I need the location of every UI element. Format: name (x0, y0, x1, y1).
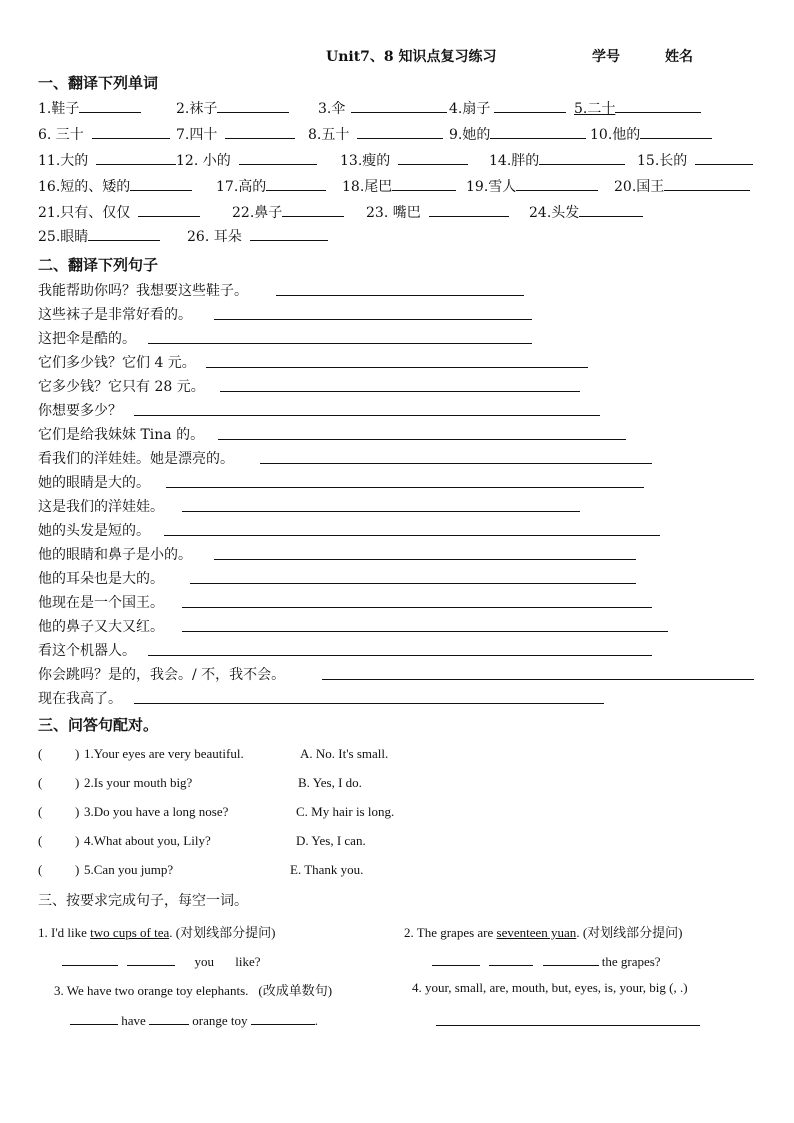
answer-blank[interactable] (62, 951, 118, 966)
worksheet-title: Unit7、8 知识点复习练习 (326, 49, 497, 65)
answer-blank[interactable] (398, 150, 468, 165)
exercise-3: 3. We have two orange toy elephants. (改成单数句) (54, 983, 333, 998)
word-item: 1.鞋子 (38, 98, 141, 118)
answer-paren-open[interactable]: ( (38, 746, 43, 761)
answer-blank[interactable] (615, 98, 701, 113)
sentence-item: 这是我们的洋娃娃。 (38, 499, 164, 515)
match-question: 4.What about you, Lily? (84, 833, 211, 848)
word-item: 18.尾巴 (342, 176, 456, 196)
word-item: 22.鼻子 (232, 202, 344, 222)
word-item: 16.短的、矮的 (38, 176, 192, 196)
word-item: 7.四十 (176, 124, 295, 144)
sentence-item: 它们多少钱？它们 4 元。 (38, 355, 196, 371)
answer-blank[interactable] (664, 176, 750, 191)
answer-blank[interactable] (432, 951, 480, 966)
word-item: 20.国王 (614, 176, 750, 196)
match-answer: A. No. It's small. (300, 746, 389, 761)
word-item: 11.大的 (38, 150, 176, 170)
sentence-item: 它们是给我妹妹 Tina 的。 (38, 427, 205, 443)
word-item: 2.袜子 (176, 98, 289, 118)
match-question: 3.Do you have a long nose? (84, 804, 229, 819)
answer-blank[interactable] (239, 150, 317, 165)
answer-paren-close[interactable]: ) (75, 775, 80, 790)
answer-line[interactable] (166, 487, 644, 488)
answer-line[interactable] (322, 679, 754, 680)
answer-blank[interactable] (70, 1010, 118, 1025)
word-item: 21.只有、仅仅 (38, 202, 200, 222)
answer-line[interactable] (134, 703, 604, 704)
sentence-item: 他的眼睛和鼻子是小的。 (38, 547, 192, 563)
answer-paren-close[interactable]: ) (75, 833, 80, 848)
answer-blank[interactable] (217, 98, 289, 113)
word-item: 5.二十 (574, 98, 701, 118)
word-item: 25.眼睛 (38, 226, 160, 246)
answer-blank[interactable] (138, 202, 200, 217)
answer-paren-open[interactable]: ( (38, 804, 43, 819)
match-answer: D. Yes, I can. (296, 833, 366, 848)
sentence-item: 你会跳吗？是的，我会。/ 不，我不会。 (38, 667, 286, 683)
match-answer: C. My hair is long. (296, 804, 395, 819)
exercise-2: 2. The grapes are seventeen yuan. (对划线部分提问) (404, 925, 683, 940)
answer-blank[interactable] (79, 98, 141, 113)
answer-line[interactable] (134, 415, 600, 416)
answer-blank[interactable] (539, 150, 625, 165)
sentence-item: 这些袜子是非常好看的。 (38, 307, 192, 323)
section3-heading: 三、问答句配对。 (38, 716, 159, 734)
sentence-item: 我能帮助你吗？我想要这些鞋子。 (38, 283, 248, 299)
answer-paren-close[interactable]: ) (75, 862, 80, 877)
answer-blank[interactable] (282, 202, 344, 217)
word-item: 8.五十 (308, 124, 443, 144)
word-item: 9.她的 (449, 124, 586, 144)
answer-blank[interactable] (392, 176, 456, 191)
answer-line[interactable] (214, 559, 636, 560)
student-number-label: 学号 (592, 49, 620, 65)
answer-blank[interactable] (543, 951, 599, 966)
sentence-item: 你想要多少？ (38, 403, 122, 419)
word-item: 6. 三十 (38, 124, 170, 144)
sentence-item: 她的头发是短的。 (38, 523, 150, 539)
match-question: 2.Is your mouth big? (84, 775, 193, 790)
match-answer: E. Thank you. (290, 862, 364, 877)
word-item: 13.瘦的 (340, 150, 468, 170)
word-item: 26. 耳朵 (187, 226, 328, 246)
exercise-2-answer: the grapes? (432, 951, 661, 970)
exercise-4: 4. your, small, are, mouth, but, eyes, is, your, big (, .) (412, 980, 688, 995)
answer-line[interactable] (182, 631, 668, 632)
answer-blank[interactable] (357, 124, 443, 139)
answer-line[interactable] (206, 367, 588, 368)
answer-blank[interactable] (351, 98, 447, 113)
word-item: 23. 嘴巴 (366, 202, 509, 222)
sentence-item: 现在我高了。 (38, 691, 122, 707)
answer-paren-close[interactable]: ) (75, 804, 80, 819)
answer-line[interactable] (182, 607, 652, 608)
answer-line[interactable] (436, 1025, 700, 1026)
sentence-item: 看这个机器人。 (38, 643, 136, 659)
sentence-item: 它多少钱？它只有 28 元。 (38, 379, 205, 395)
answer-paren-open[interactable]: ( (38, 775, 43, 790)
answer-blank[interactable] (579, 202, 643, 217)
section4-heading: 三、按要求完成句子，每空一词。 (38, 893, 248, 909)
answer-line[interactable] (182, 511, 580, 512)
answer-line[interactable] (276, 295, 524, 296)
answer-blank[interactable] (494, 98, 566, 113)
answer-blank[interactable] (225, 124, 295, 139)
sentence-item: 看我们的洋娃娃。她是漂亮的。 (38, 451, 234, 467)
answer-line[interactable] (260, 463, 652, 464)
answer-paren-open[interactable]: ( (38, 862, 43, 877)
exercise-3-answer: have orange toy . (70, 1010, 318, 1029)
section2-heading: 二、翻译下列句子 (38, 256, 159, 274)
answer-blank[interactable] (130, 176, 192, 191)
answer-blank[interactable] (127, 951, 175, 966)
answer-line[interactable] (148, 343, 532, 344)
match-question: 5.Can you jump? (84, 862, 174, 877)
word-item: 24.头发 (529, 202, 643, 222)
sentence-item: 她的眼睛是大的。 (38, 475, 150, 491)
exercise-1: 1. I'd like two cups of tea. (对划线部分提问) (38, 925, 276, 940)
match-answer: B. Yes, I do. (298, 775, 362, 790)
answer-paren-open[interactable]: ( (38, 833, 43, 848)
word-item: 17.高的 (216, 176, 326, 196)
word-item: 4.扇子 (449, 98, 566, 118)
section1-heading: 一、翻译下列单词 (38, 74, 159, 92)
answer-line[interactable] (214, 319, 532, 320)
exercise-1-answer: you like? (62, 951, 261, 970)
sentence-item: 他的鼻子又大又红。 (38, 619, 164, 635)
sentence-item: 他现在是一个国王。 (38, 595, 164, 611)
answer-blank[interactable] (92, 124, 170, 139)
answer-blank[interactable] (88, 226, 160, 241)
answer-blank[interactable] (266, 176, 326, 191)
word-item: 19.雪人 (466, 176, 598, 196)
word-item: 10.他的 (590, 124, 712, 144)
answer-blank[interactable] (516, 176, 598, 191)
sentence-item: 这把伞是酷的。 (38, 331, 136, 347)
answer-line[interactable] (220, 391, 580, 392)
answer-paren-close[interactable]: ) (75, 746, 80, 761)
answer-blank[interactable] (250, 226, 328, 241)
word-item: 3.伞 (318, 98, 447, 118)
answer-blank[interactable] (490, 124, 586, 139)
answer-line[interactable] (218, 439, 626, 440)
answer-blank[interactable] (695, 150, 753, 165)
word-item: 12. 小的 (176, 150, 317, 170)
answer-blank[interactable] (149, 1010, 189, 1025)
answer-line[interactable] (190, 583, 636, 584)
sentence-item: 他的耳朵也是大的。 (38, 571, 164, 587)
answer-blank[interactable] (640, 124, 712, 139)
answer-blank[interactable] (251, 1010, 315, 1025)
answer-line[interactable] (148, 655, 652, 656)
student-name-label: 姓名 (665, 49, 693, 65)
answer-blank[interactable] (96, 150, 176, 165)
answer-blank[interactable] (429, 202, 509, 217)
word-item: 15.长的 (637, 150, 753, 170)
match-question: 1.Your eyes are very beautiful. (84, 746, 244, 761)
answer-line[interactable] (164, 535, 660, 536)
word-item: 14.胖的 (489, 150, 625, 170)
answer-blank[interactable] (489, 951, 533, 966)
